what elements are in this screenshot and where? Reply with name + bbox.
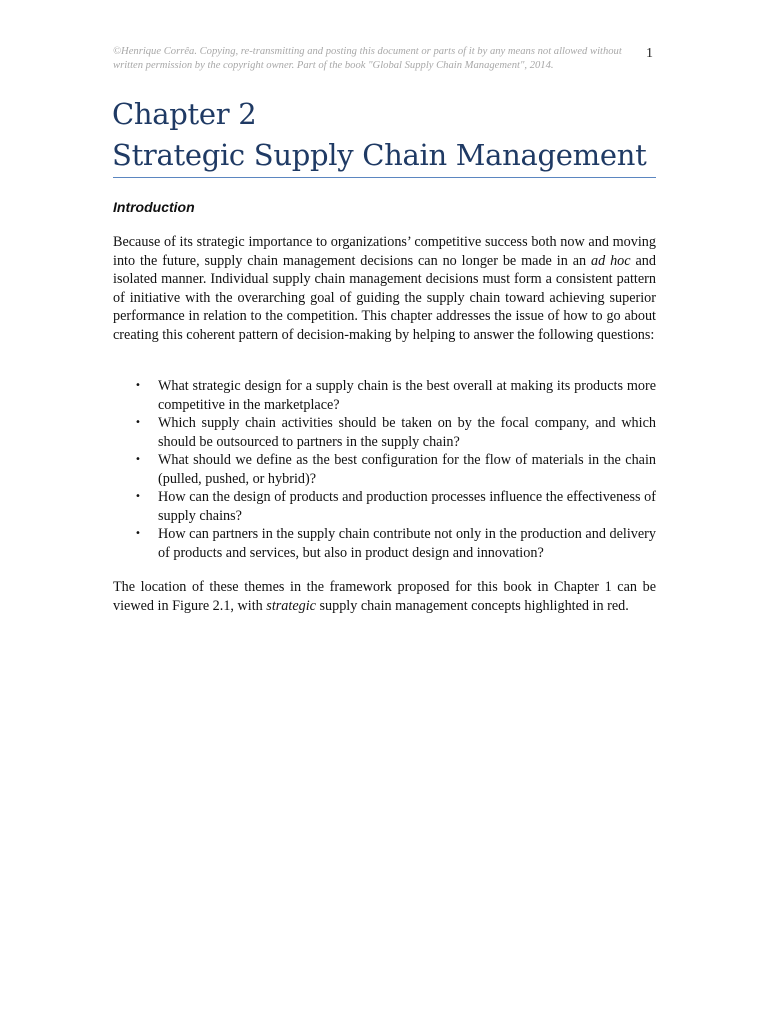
list-item bbox=[113, 414, 656, 451]
bullet-icon: • bbox=[135, 491, 141, 502]
list-item bbox=[113, 377, 656, 414]
list-item bbox=[113, 525, 656, 562]
intro-paragraph bbox=[113, 233, 656, 344]
bullet-icon: • bbox=[135, 528, 141, 539]
bullet-icon: • bbox=[135, 417, 141, 428]
chapter-number: Chapter 2 bbox=[112, 97, 257, 131]
list-item bbox=[113, 451, 656, 488]
closing-paragraph bbox=[113, 578, 656, 615]
closing-text-part1: The location of these themes in the framework proposed for this book in Chapter 1 can be viewed in Figure 2.1, with bbox=[113, 579, 656, 614]
intro-emphasis: ad hoc bbox=[591, 252, 631, 269]
list-item-text: Which supply chain activities should be taken on by the focal company, and which should be outsourced to partners in the supply chain? bbox=[158, 415, 656, 450]
chapter-title bbox=[112, 94, 672, 176]
list-item-text: How can the design of products and production processes influence the effectiveness of supply chains? bbox=[158, 489, 656, 524]
list-item-text: How can partners in the supply chain contribute not only in the production and delivery of products and services, but also in product design and innovation? bbox=[158, 526, 656, 561]
chapter-name: Strategic Supply Chain Management bbox=[112, 138, 647, 172]
bullet-icon: • bbox=[135, 454, 141, 465]
question-list bbox=[113, 377, 656, 562]
title-divider bbox=[113, 177, 656, 178]
intro-text-part2: and isolated manner. Individual supply chain management decisions must form a consistent pattern of initiative with the overarching goal of guiding the supply chain toward achieving superior performance in relation to the competition. This chapter addresses the issue of how to go about creating this coherent pattern of decision-making by helping to answer the following questions: bbox=[113, 252, 656, 343]
closing-text-part2: supply chain management concepts highlighted in red. bbox=[315, 597, 629, 614]
copyright-notice: ©Henrique Corrêa. Copying, re-transmitting and posting this document or parts of it by any means not allowed without written permission by the copyright owner. Part of the book "Global Supply Chain Management", 2014. bbox=[113, 46, 622, 71]
bullet-icon: • bbox=[135, 380, 141, 391]
section-heading: Introduction bbox=[113, 199, 195, 215]
closing-emphasis: strategic bbox=[266, 597, 316, 614]
page-number: 1 bbox=[646, 46, 653, 61]
list-item bbox=[113, 488, 656, 525]
intro-text-part1: Because of its strategic importance to organizations’ competitive success both now and moving into the future, supply chain management decisions can no longer be made in an bbox=[113, 234, 656, 269]
list-item-text: What strategic design for a supply chain is the best overall at making its products more competitive in the marketplace? bbox=[158, 378, 656, 413]
list-item-text: What should we define as the best configuration for the flow of materials in the chain (pulled, pushed, or hybrid)? bbox=[158, 452, 656, 487]
